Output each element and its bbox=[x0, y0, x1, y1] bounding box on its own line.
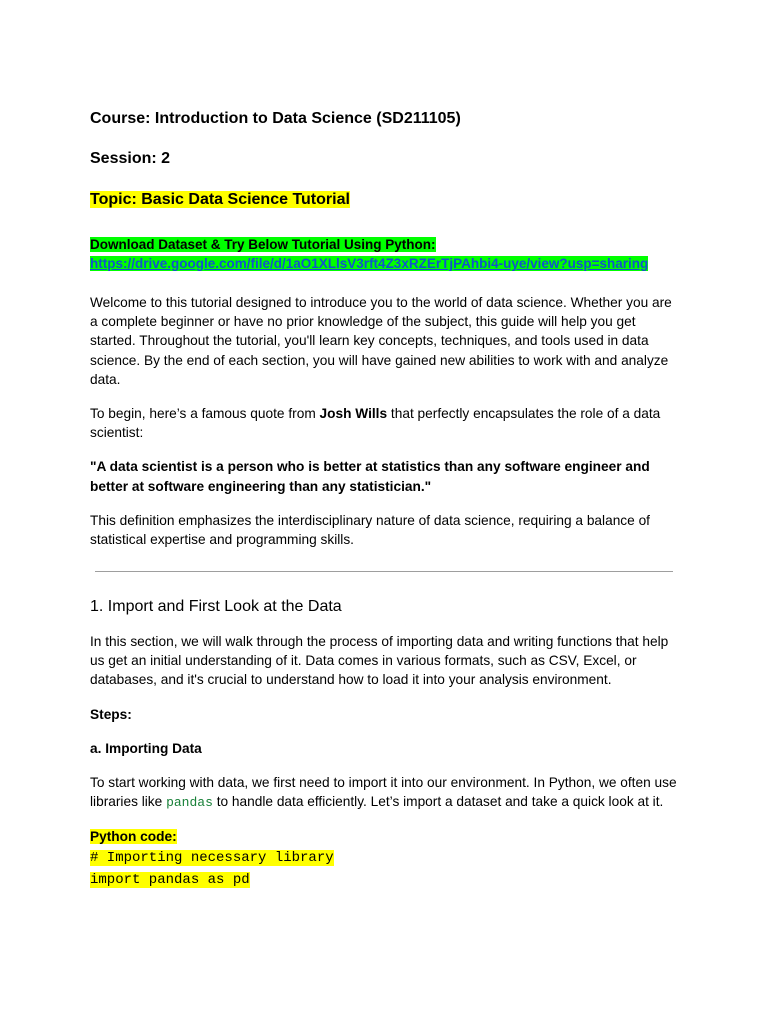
steps-label: Steps: bbox=[90, 706, 132, 722]
quote-text: "A data scientist is a person who is better at statistics than any software engineer and better at software engineering than any statistician." bbox=[90, 459, 650, 494]
code-line bbox=[90, 847, 678, 869]
start-after: to handle data efficiently. Let’s import a dataset and take a quick look at it. bbox=[212, 794, 664, 810]
dataset-link[interactable]: https://drive.google.com/file/d/1aO1XLlsV3rft4Z3xRZErTjPAhbi4-uye/view?usp=sharing bbox=[90, 256, 649, 271]
download-label: Download Dataset & Try Below Tutorial Using Python: bbox=[90, 237, 436, 252]
code-line bbox=[90, 869, 678, 891]
definition-paragraph: This definition emphasizes the interdisciplinary nature of data science, requiring a balance of statistical expertise and programming skills. bbox=[90, 512, 650, 548]
topic-highlight: Topic: Basic Data Science Tutorial bbox=[90, 191, 350, 208]
code-line-2: import pandas as pd bbox=[90, 871, 250, 888]
section-1-paragraph: In this section, we will walk through the process of importing data and writing functions that help us get an initial understanding of it. Data comes in various formats, such as CSV, Excel, or databases, and it's crucial to understand how to load it into your analysis environment. bbox=[90, 634, 669, 688]
session-title: Session: 2 bbox=[90, 150, 171, 167]
download-block bbox=[90, 235, 678, 273]
code-line-1: # Importing necessary library bbox=[90, 849, 334, 866]
python-code-label-highlight: Python code: bbox=[90, 829, 177, 845]
intro-paragraph: Welcome to this tutorial designed to introduce you to the world of data science. Whether you are a complete beginner or have no prior knowledge of the subject, this guide will help you get started. Throughout the tutorial, you'll learn key concepts, techniques, and tools used in data science. By the end of each section, you will have gained new abilities to work with and analyze data. bbox=[90, 295, 672, 387]
topic-title bbox=[90, 189, 678, 211]
quote-intro-before: To begin, here’s a famous quote from bbox=[90, 406, 320, 422]
horizontal-divider bbox=[95, 571, 673, 572]
subheading-importing-data: a. Importing Data bbox=[90, 740, 202, 756]
section-1-body bbox=[90, 632, 678, 891]
quote-author: Josh Wills bbox=[319, 406, 388, 422]
quote-intro-after: that perfectly encapsulates the role of a data scientist: bbox=[90, 406, 661, 441]
document-page bbox=[90, 108, 678, 888]
start-before: To start working with data, we first need to import it into our environment. In Python, we often use libraries like bbox=[90, 775, 677, 810]
start-paragraph bbox=[90, 773, 678, 812]
python-code-label bbox=[90, 827, 678, 846]
course-title: Course: Introduction to Data Science (SD211105) bbox=[90, 110, 461, 127]
quote-intro-paragraph bbox=[90, 404, 678, 442]
inline-code-pandas: pandas bbox=[166, 795, 213, 811]
section-1-heading: 1. Import and First Look at the Data bbox=[90, 598, 342, 615]
